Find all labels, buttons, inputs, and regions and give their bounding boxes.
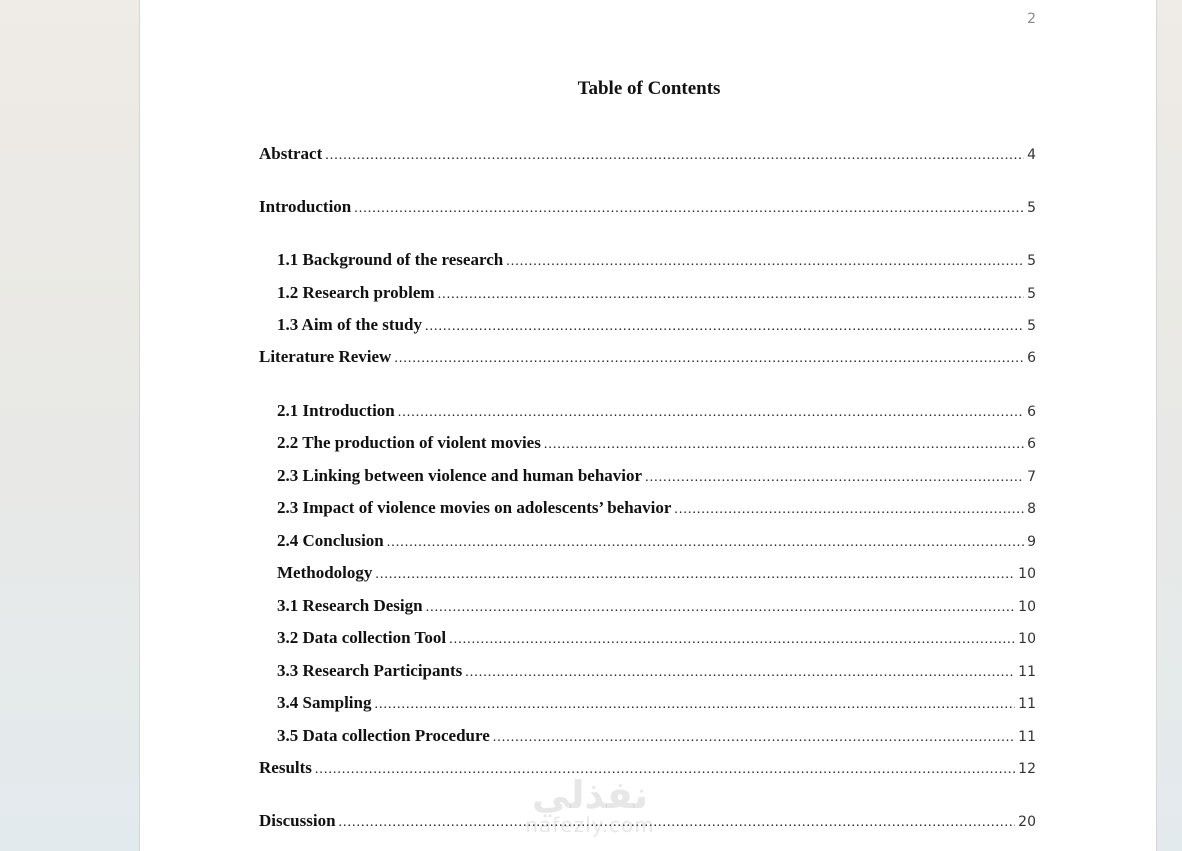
toc-entry-methodology[interactable] <box>277 563 1036 585</box>
toc-entry-label: 1.1 Background of the research <box>277 250 504 269</box>
toc-entry-page: 11 <box>1018 729 1036 745</box>
toc-leader-dots <box>315 762 1015 778</box>
toc-entry-introduction[interactable] <box>259 197 1036 219</box>
toc-leader-dots <box>493 730 1015 746</box>
toc-entry-page: 6 <box>1027 350 1036 366</box>
toc-entry-label: 2.3 Impact of violence movies on adolescents’ behavior <box>277 498 672 517</box>
toc-entry-page: 10 <box>1018 599 1036 615</box>
toc-entry-page: 6 <box>1027 404 1036 420</box>
toc-entry-label: Introduction <box>259 197 352 216</box>
toc-entry-3-5[interactable] <box>277 726 1036 748</box>
toc-entry-1-1[interactable] <box>277 250 1036 272</box>
toc-entry-page: 20 <box>1018 814 1036 830</box>
toc-entry-label: Abstract <box>259 144 323 163</box>
toc-leader-dots <box>438 287 1025 303</box>
toc-entry-label: 3.1 Research Design <box>277 596 423 615</box>
toc-leader-dots <box>325 148 1024 164</box>
toc-entry-label: 1.3 Aim of the study <box>277 315 422 334</box>
watermark-arabic-text: نفذلي <box>531 773 649 817</box>
toc-entry-discussion[interactable] <box>259 811 1036 833</box>
toc-entry-label: 2.4 Conclusion <box>277 531 384 550</box>
toc-entry-2-4[interactable] <box>277 531 1036 553</box>
toc-entry-label: 1.2 Research problem <box>277 283 435 302</box>
toc-leader-dots <box>426 600 1016 616</box>
toc-leader-dots <box>374 697 1015 713</box>
toc-leader-dots <box>375 567 1015 583</box>
toc-leader-dots <box>544 437 1024 453</box>
toc-entry-3-4[interactable] <box>277 693 1036 715</box>
toc-leader-dots <box>339 815 1016 831</box>
watermark-latin-text: nafezly.com <box>525 813 655 837</box>
toc-entry-1-3[interactable] <box>277 315 1036 337</box>
toc-entry-abstract[interactable] <box>259 144 1036 166</box>
toc-leader-dots <box>449 632 1015 648</box>
toc-entry-label: 3.2 Data collection Tool <box>277 628 447 647</box>
toc-entry-page: 4 <box>1027 147 1036 163</box>
toc-entry-page: 8 <box>1027 501 1036 517</box>
toc-leader-dots <box>398 405 1024 421</box>
toc-leader-dots <box>645 470 1024 486</box>
toc-leader-dots <box>394 351 1024 367</box>
toc-entry-label: 2.2 The production of violent movies <box>277 433 541 452</box>
toc-entry-2-2[interactable] <box>277 433 1036 455</box>
toc-entry-label: Methodology <box>277 563 373 582</box>
toc-entry-page: 5 <box>1027 318 1036 334</box>
toc-entry-label: 2.1 Introduction <box>277 401 395 420</box>
toc-entry-2-3-linking[interactable] <box>277 466 1036 488</box>
toc-leader-dots <box>387 535 1024 551</box>
toc-entry-label: 2.3 Linking between violence and human behavior <box>277 466 643 485</box>
toc-entry-label: Results <box>259 758 312 777</box>
toc-entry-3-3[interactable] <box>277 661 1036 683</box>
toc-entry-label: 3.5 Data collection Procedure <box>277 726 490 745</box>
toc-entry-1-2[interactable] <box>277 283 1036 305</box>
toc-leader-dots <box>354 201 1024 217</box>
toc-entry-page: 11 <box>1018 696 1036 712</box>
toc-entry-label: 3.4 Sampling <box>277 693 372 712</box>
toc-leader-dots <box>465 665 1015 681</box>
toc-entry-label: Discussion <box>259 811 336 830</box>
toc-entry-page: 6 <box>1027 436 1036 452</box>
toc-entry-2-3-impact[interactable] <box>277 498 1036 520</box>
toc-entry-literature-review[interactable] <box>259 347 1036 369</box>
toc-entry-2-1[interactable] <box>277 401 1036 423</box>
toc-title: Table of Contents <box>577 78 721 99</box>
toc-entry-page: 5 <box>1027 286 1036 302</box>
toc-leader-dots <box>425 319 1024 335</box>
toc-entry-page: 11 <box>1018 664 1036 680</box>
toc-entry-label: 3.3 Research Participants <box>277 661 463 680</box>
toc-entry-page: 5 <box>1027 200 1036 216</box>
toc-entry-page: 10 <box>1018 566 1036 582</box>
toc-entry-label: Literature Review <box>259 347 392 366</box>
toc-entry-page: 5 <box>1027 253 1036 269</box>
page-number: 2 <box>1027 11 1036 27</box>
toc-entry-page: 9 <box>1027 534 1036 550</box>
toc-leader-dots <box>506 254 1024 270</box>
toc-leader-dots <box>674 502 1024 518</box>
document-page <box>139 0 1157 851</box>
toc-entry-page: 12 <box>1018 761 1036 777</box>
toc-entry-page: 10 <box>1018 631 1036 647</box>
toc-entry-page: 7 <box>1027 469 1036 485</box>
toc-entry-3-2[interactable] <box>277 628 1036 650</box>
toc-entry-results[interactable] <box>259 758 1036 780</box>
toc-entry-3-1[interactable] <box>277 596 1036 618</box>
